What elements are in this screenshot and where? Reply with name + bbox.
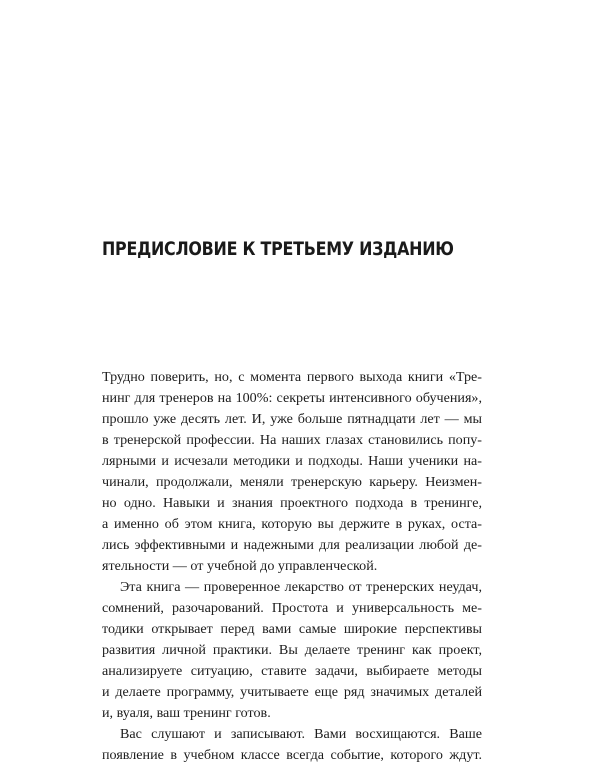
text-line-indented: Вас слушают и записывают. Вами восхищаются. Ваше (120, 726, 482, 742)
paragraph-3 (102, 724, 482, 766)
text-line-last: ятельности — от учебной до управленческой. (102, 558, 378, 574)
text-line: лись эффективными и надежными для реализации любой де- (102, 537, 482, 553)
text-line: тодики открывает перед вами самые широкие перспективы (102, 621, 482, 637)
paragraph-1 (102, 367, 482, 577)
text-line: нинг для тренеров на 100%: секреты интенсивного обучения», (102, 390, 482, 406)
text-line: чинали, продолжали, меняли тренерскую карьеру. Неизмен- (102, 474, 482, 490)
text-line: но одно. Навыки и знания проектного подхода в тренинге, (102, 495, 482, 511)
body-text (102, 367, 482, 766)
text-line-last: и, вуаля, ваш тренинг готов. (102, 705, 271, 721)
text-line: прошло уже десять лет. И, уже больше пятнадцати лет — мы (102, 411, 482, 427)
text-line: лярными и исчезали методики и подходы. Наши ученики на- (102, 453, 482, 469)
chapter-title: ПРЕДИСЛОВИЕ К ТРЕТЬЕМУ ИЗДАНИЮ (102, 239, 454, 260)
text-line: и делаете программу, учитываете еще ряд значимых деталей (102, 684, 482, 700)
text-line: а именно об этом книга, которую вы держите в руках, оста- (102, 516, 482, 532)
text-line: Трудно поверить, но, с момента первого выхода книги «Тре- (102, 369, 482, 385)
text-line: развития личной практики. Вы делаете тренинг как проект, (102, 642, 482, 658)
text-line-indented: Эта книга — проверенное лекарство от тренерских неудач, (120, 579, 482, 595)
paragraph-2 (102, 577, 482, 724)
text-line: сомнений, разочарований. Простота и универсальность ме- (102, 600, 482, 616)
text-line: появление в учебном классе всегда событие, которого ждут. (102, 747, 482, 763)
text-line: анализируете ситуацию, ставите задачи, выбираете методы (102, 663, 482, 679)
text-line: в тренерской профессии. На наших глазах становились попу- (102, 432, 482, 448)
